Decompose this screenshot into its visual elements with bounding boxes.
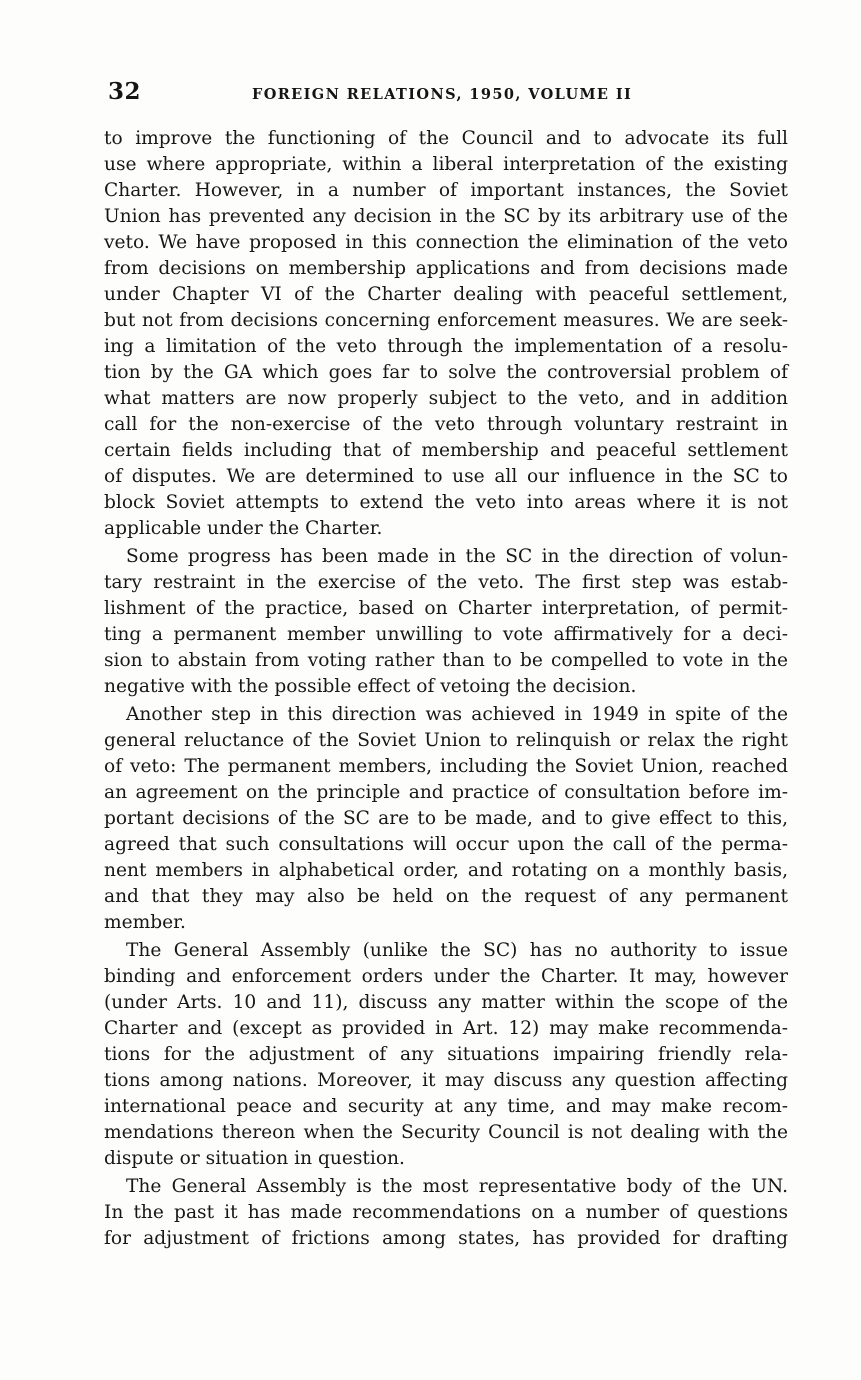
text-line: dispute or situation in question. <box>104 1148 405 1169</box>
text-line: what matters are now properly subject to the veto, and in addition <box>104 388 788 409</box>
body-text <box>104 126 788 1252</box>
text-line: tion by the GA which goes far to solve the controversial problem of <box>104 362 788 383</box>
text-line: from decisions on membership applications and from decisions made <box>104 258 788 279</box>
text-line: mendations thereon when the Security Council is not dealing with the <box>104 1122 788 1143</box>
text-line: of veto: The permanent members, including the Soviet Union, reached <box>104 756 788 777</box>
text-line: under Chapter VI of the Charter dealing with peaceful settlement, <box>104 284 788 305</box>
text-line: negative with the possible effect of vetoing the decision. <box>104 676 637 697</box>
paragraph <box>104 702 788 936</box>
text-line: use where appropriate, within a liberal interpretation of the existing <box>104 154 788 175</box>
paragraph <box>104 126 788 542</box>
running-head: FOREIGN RELATIONS, 1950, VOLUME II <box>252 86 633 103</box>
text-line: certain fields including that of membership and peaceful settlement <box>104 440 788 461</box>
text-line: Union has prevented any decision in the SC by its arbitrary use of the <box>104 206 788 227</box>
text-line: for adjustment of frictions among states, has provided for drafting <box>104 1228 788 1249</box>
paragraph <box>104 1174 788 1252</box>
page-number: 32 <box>108 78 142 105</box>
text-line: tary restraint in the exercise of the veto. The first step was estab- <box>104 572 788 593</box>
text-line: The General Assembly is the most representative body of the UN. <box>126 1176 788 1197</box>
text-line: sion to abstain from voting rather than to be compelled to vote in the <box>104 650 788 671</box>
text-line: (under Arts. 10 and 11), discuss any matter within the scope of the <box>104 992 788 1013</box>
text-line: binding and enforcement orders under the Charter. It may, however <box>104 966 788 987</box>
text-line: of disputes. We are determined to use all our influence in the SC to <box>104 466 788 487</box>
text-line: In the past it has made recommendations on a number of questions <box>104 1202 788 1223</box>
text-line: ing a limitation of the veto through the implementation of a resolu- <box>104 336 788 357</box>
text-line: Another step in this direction was achieved in 1949 in spite of the <box>126 704 788 725</box>
text-line: tions for the adjustment of any situations impairing friendly rela- <box>104 1044 788 1065</box>
text-line: Charter and (except as provided in Art. 12) may make recommenda- <box>104 1018 788 1039</box>
text-line: ting a permanent member unwilling to vote affirmatively for a deci- <box>104 624 788 645</box>
page-header <box>106 74 790 114</box>
text-line: but not from decisions concerning enforcement measures. We are seek- <box>104 310 788 331</box>
text-line: international peace and security at any time, and may make recom- <box>104 1096 788 1117</box>
paragraph <box>104 938 788 1172</box>
text-line: portant decisions of the SC are to be made, and to give effect to this, <box>104 808 788 829</box>
paragraph <box>104 544 788 700</box>
text-line: block Soviet attempts to extend the veto into areas where it is not <box>104 492 788 513</box>
text-line: Charter. However, in a number of important instances, the Soviet <box>104 180 788 201</box>
text-line: and that they may also be held on the request of any permanent <box>104 886 788 907</box>
text-line: tions among nations. Moreover, it may discuss any question affecting <box>104 1070 788 1091</box>
text-line: call for the non-exercise of the veto through voluntary restraint in <box>104 414 788 435</box>
text-line: lishment of the practice, based on Charter interpretation, of permit- <box>104 598 788 619</box>
text-line: member. <box>104 912 186 933</box>
text-line: veto. We have proposed in this connection the elimination of the veto <box>104 232 788 253</box>
text-line: The General Assembly (unlike the SC) has no authority to issue <box>126 940 788 961</box>
text-line: an agreement on the principle and practice of consultation before im- <box>104 782 788 803</box>
text-line: to improve the functioning of the Council and to advocate its full <box>104 128 788 149</box>
text-line: nent members in alphabetical order, and rotating on a monthly basis, <box>104 860 788 881</box>
text-line: agreed that such consultations will occur upon the call of the perma- <box>104 834 788 855</box>
text-line: Some progress has been made in the SC in the direction of volun- <box>126 546 788 567</box>
text-line: applicable under the Charter. <box>104 518 383 539</box>
text-line: general reluctance of the Soviet Union to relinquish or relax the right <box>104 730 788 751</box>
